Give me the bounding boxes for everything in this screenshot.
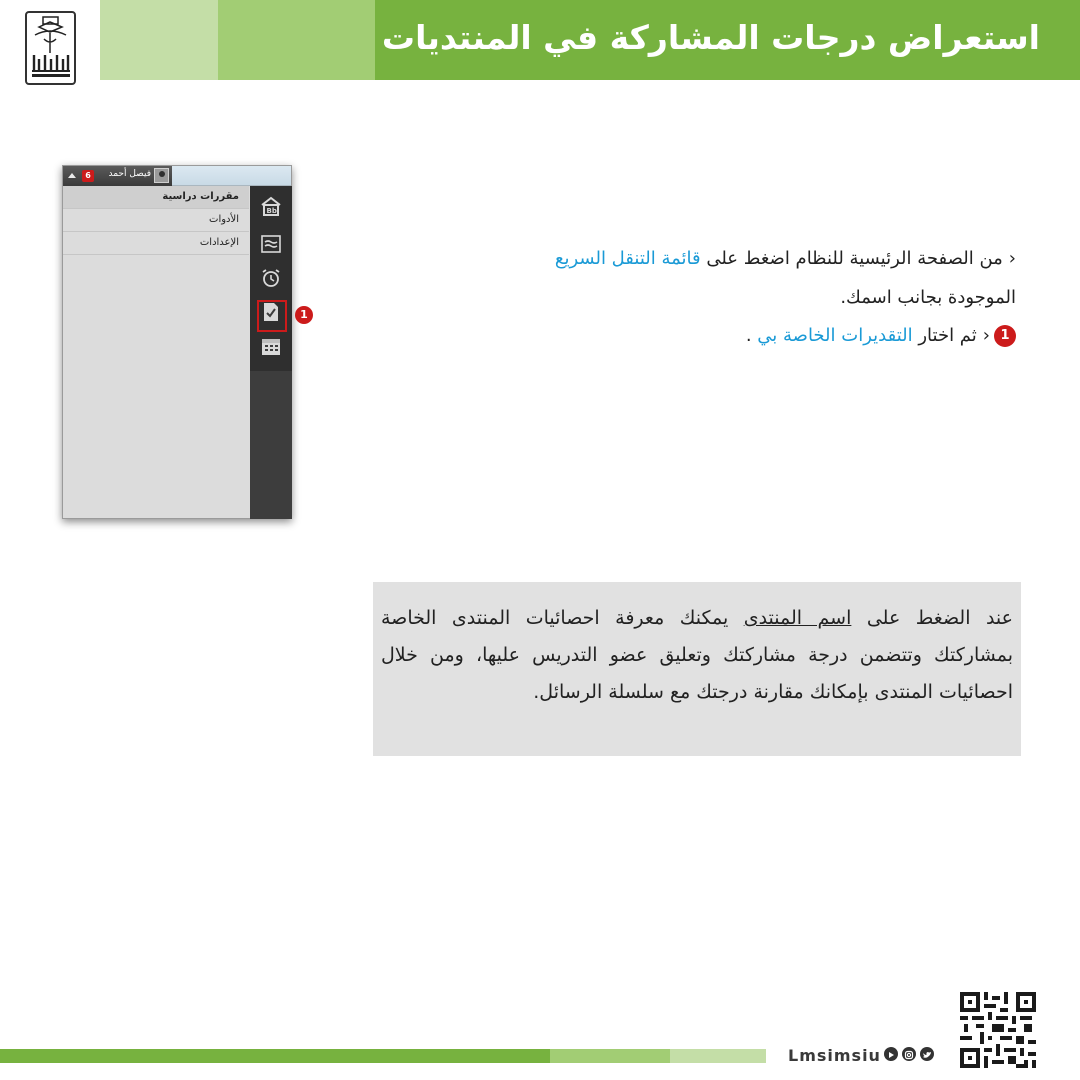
stream-icon[interactable] (259, 232, 283, 256)
page-title: استعراض درجات المشاركة في المنتديات (381, 18, 1040, 57)
qr-code-icon (960, 992, 1036, 1068)
svg-text:Bb: Bb (266, 207, 277, 215)
header-segment-mid (218, 0, 375, 80)
footer-bar-dark (0, 1049, 550, 1063)
chevron-icon: ‹ (1008, 248, 1016, 269)
notification-badge: 6 (82, 170, 94, 182)
info-box (373, 582, 1021, 756)
chevron-icon: ‹ (982, 325, 990, 346)
menu-item-settings[interactable]: الإعدادات (63, 232, 249, 255)
alarm-clock-icon[interactable] (259, 266, 283, 290)
instruction-text-3-end: . (745, 325, 758, 346)
social-handle: Lmsimsiu (788, 1046, 881, 1065)
youtube-icon (884, 1047, 898, 1061)
footer-bar-mid (550, 1049, 670, 1063)
link-quick-nav: قائمة التنقل السريع (554, 248, 701, 269)
top-bar (63, 166, 291, 186)
menu-item-courses[interactable]: مقررات دراسية (63, 186, 249, 209)
step-marker-inline: 1 (994, 325, 1016, 347)
info-text-underlined: اسم المنتدى (743, 607, 852, 629)
calendar-icon[interactable] (259, 334, 283, 358)
info-text-part1: عند الضغط على (851, 607, 1014, 629)
menu-item-tools[interactable]: الأدوات (63, 209, 249, 232)
instruction-line-3 (376, 325, 1016, 347)
step-marker: 1 (295, 306, 313, 324)
link-my-grades: التقديرات الخاصة بي (757, 325, 913, 346)
lms-screenshot (62, 165, 292, 519)
quick-nav-menu (63, 186, 249, 255)
instruction-text-1: من الصفحة الرئيسية للنظام اضغط على (700, 248, 1003, 269)
header-segment-light (100, 0, 218, 80)
instagram-icon (902, 1047, 916, 1061)
instruction-line-1 (376, 248, 1016, 269)
info-text-part2: يمكنك معرفة احصائيات المنتدى الخاصة بمشاركتك وتتضمن درجة مشاركتك وتعليق عضو التدريس عليها، ومن خلال احصائيات المنتدى بإمكانك مقارنة درجتك مع سلسلة الرسائل. (381, 607, 1013, 703)
side-rail (250, 186, 292, 519)
caret-up-icon (68, 173, 76, 178)
footer-bar-light (670, 1049, 766, 1063)
highlight-box (257, 300, 287, 332)
instruction-line-2: الموجودة بجانب اسمك. (840, 287, 1016, 308)
avatar (154, 168, 169, 183)
twitter-icon (920, 1047, 934, 1061)
info-text (381, 600, 1013, 711)
university-logo-icon (25, 11, 76, 85)
instruction-text-3: ثم اختار (912, 325, 977, 346)
user-name: فيصل أحمد (108, 169, 151, 179)
blackboard-home-icon[interactable] (259, 194, 283, 218)
quick-nav-button[interactable] (63, 166, 172, 186)
